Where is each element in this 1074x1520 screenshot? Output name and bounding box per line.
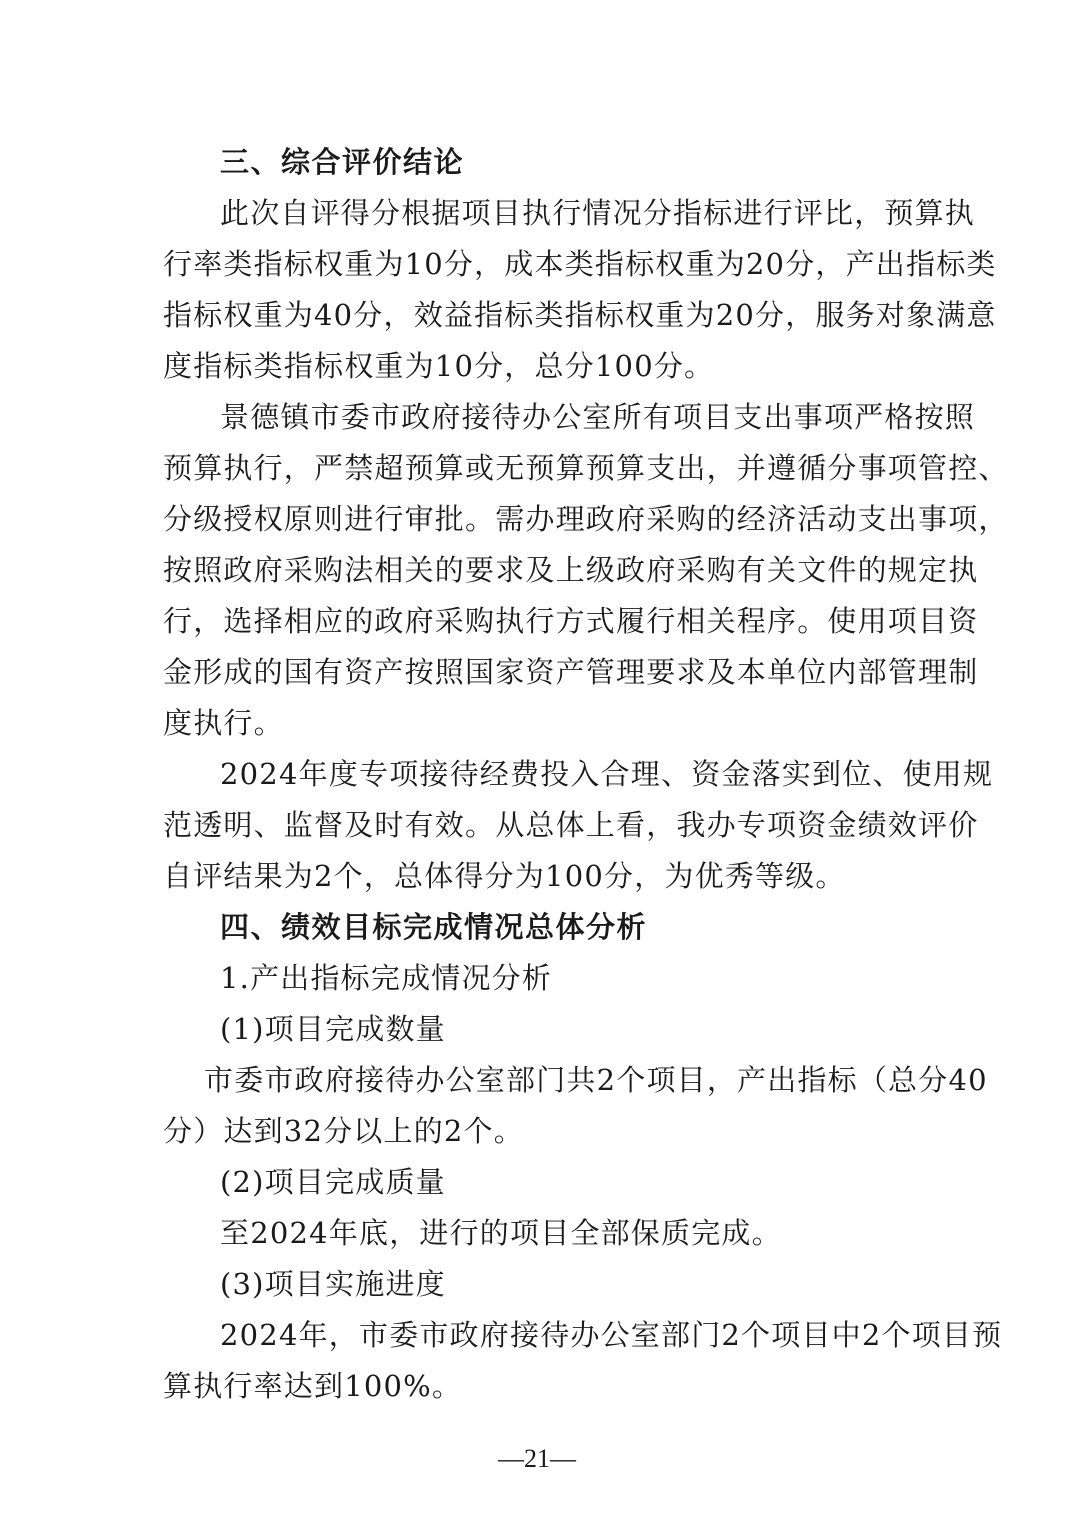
paragraph-line: 2024年，市委市政府接待办公室部门2个项目中2个项目预 — [220, 1318, 1003, 1352]
paragraph-line: 行，选择相应的政府采购执行方式履行相关程序。使用项目资 — [163, 604, 979, 638]
paragraph-line: 金形成的国有资产按照国家资产管理要求及本单位内部管理制 — [163, 655, 979, 689]
paragraph-line: 按照政府采购法相关的要求及上级政府采购有关文件的规定执 — [163, 553, 979, 587]
paragraph-line: 景德镇市委市政府接待办公室所有项目支出事项严格按照 — [220, 400, 976, 434]
section-heading-performance-analysis: 四、绩效目标完成情况总体分析 — [220, 910, 648, 944]
paragraph-line: 算执行率达到100%。 — [163, 1369, 463, 1403]
item-title-implementation-progress: (3)项目实施进度 — [220, 1267, 446, 1301]
paragraph-line: 度执行。 — [163, 706, 284, 740]
paragraph-line: 此次自评得分根据项目执行情况分指标进行评比，预算执 — [220, 196, 976, 230]
page-number: —21— — [498, 1444, 576, 1473]
item-title-completion-quantity: (1)项目完成数量 — [220, 1012, 446, 1046]
paragraph-line: 自评结果为2个，总体得分为100分，为优秀等级。 — [163, 859, 846, 893]
item-title-completion-quality: (2)项目完成质量 — [220, 1165, 446, 1199]
paragraph-line: 分）达到32分以上的2个。 — [163, 1114, 524, 1148]
paragraph-line: 2024年度专项接待经费投入合理、资金落实到位、使用规 — [220, 757, 994, 791]
paragraph-line: 范透明、监督及时有效。从总体上看，我办专项资金绩效评价 — [163, 808, 979, 842]
paragraph-line: 行率类指标权重为10分，成本类指标权重为20分，产出指标类 — [163, 247, 997, 281]
paragraph-line: 分级授权原则进行审批。需办理政府采购的经济活动支出事项， — [163, 502, 1009, 536]
paragraph-line: 指标权重为40分，效益指标类指标权重为20分，服务对象满意 — [163, 298, 997, 332]
paragraph-line: 市委市政府接待办公室部门共2个项目，产出指标（总分40 — [204, 1063, 988, 1097]
paragraph-line: 预算执行，严禁超预算或无预算预算支出，并遵循分事项管控、 — [163, 451, 1009, 485]
section-heading-comprehensive-evaluation: 三、综合评价结论 — [220, 145, 465, 179]
paragraph-line: 度指标类指标权重为10分，总分100分。 — [163, 349, 715, 383]
paragraph-line: 至2024年底，进行的项目全部保质完成。 — [220, 1216, 782, 1250]
subsection-title: 1.产出指标完成情况分析 — [220, 961, 553, 995]
